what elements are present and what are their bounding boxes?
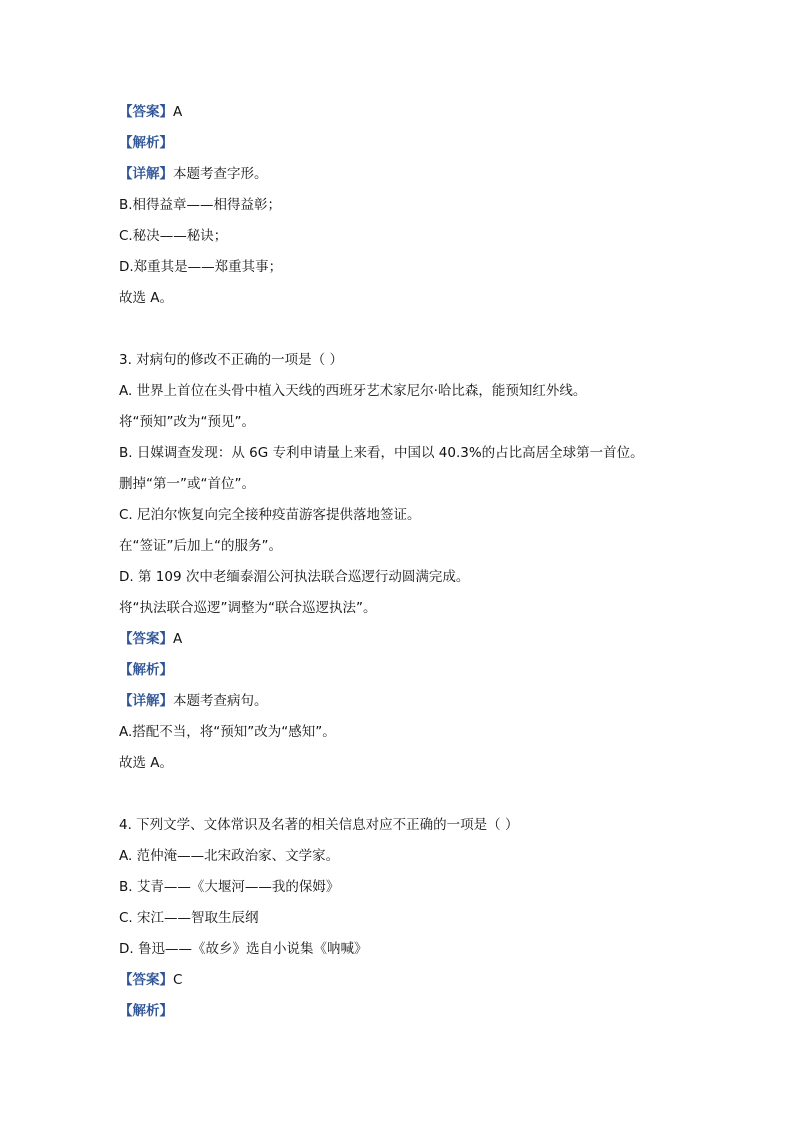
answer-tag: 【答案】: [119, 631, 173, 647]
text-line: 故选 A。: [119, 755, 174, 771]
text-line: B.相得益章——相得益彰；: [119, 197, 282, 213]
option-a: A. 范仲淹——北宋政治家、文学家。: [119, 848, 340, 864]
detail-line-q2: [119, 164, 754, 184]
option-b: B. 日媒调查发现：从 6G 专利申请量上来看，中国以 40.3%的占比高居全球第一首位。: [119, 445, 644, 461]
detail-line-q3: [119, 691, 754, 711]
detail-text: 本题考查字形。: [173, 166, 268, 182]
analysis-label-q4: 【解析】: [119, 1003, 173, 1019]
text-line: 将“执法联合巡逻”调整为“联合巡逻执法”。: [119, 600, 377, 616]
option-a: A. 世界上首位在头骨中植入天线的西班牙艺术家尼尔·哈比森，能预知红外线。: [119, 383, 587, 399]
answer-value: A: [173, 104, 183, 120]
text-line: 将“预知”改为“预见”。: [119, 414, 255, 430]
text-line: C.秘决——秘诀；: [119, 228, 228, 244]
text-line: 在“签证”后加上“的服务”。: [119, 538, 282, 554]
text-line: D.郑重其是——郑重其事；: [119, 259, 283, 275]
option-c: C. 尼泊尔恢复向完全接种疫苗游客提供落地签证。: [119, 507, 421, 523]
answer-value: C: [173, 972, 183, 988]
answer-label-q4: [119, 970, 754, 990]
answer-tag: 【答案】: [119, 972, 173, 988]
detail-tag: 【详解】: [119, 166, 173, 182]
analysis-label-q2: 【解析】: [119, 135, 173, 151]
text-line: 故选 A。: [119, 290, 174, 306]
answer-value: A: [173, 631, 183, 647]
detail-text: 本题考查病句。: [173, 693, 268, 709]
option-d: D. 第 109 次中老缅泰湄公河执法联合巡逻行动圆满完成。: [119, 569, 470, 585]
answer-label-q3: [119, 629, 754, 649]
question-4-title: 4. 下列文学、文体常识及名著的相关信息对应不正确的一项是（ ）: [119, 817, 519, 833]
option-d: D. 鲁迅——《故乡》选自小说集《呐喊》: [119, 941, 368, 957]
answer-tag: 【答案】: [119, 104, 173, 120]
option-b: B. 艾青——《大堰河——我的保姆》: [119, 879, 340, 895]
analysis-label-q3: 【解析】: [119, 662, 173, 678]
text-line: 删掉“第一”或“首位”。: [119, 476, 255, 492]
detail-tag: 【详解】: [119, 693, 173, 709]
question-3-title: 3. 对病句的修改不正确的一项是（ ）: [119, 352, 343, 368]
option-c: C. 宋江——智取生辰纲: [119, 910, 259, 926]
answer-label-q2: [119, 102, 754, 122]
text-line: A.搭配不当，将“预知”改为“感知”。: [119, 724, 336, 740]
